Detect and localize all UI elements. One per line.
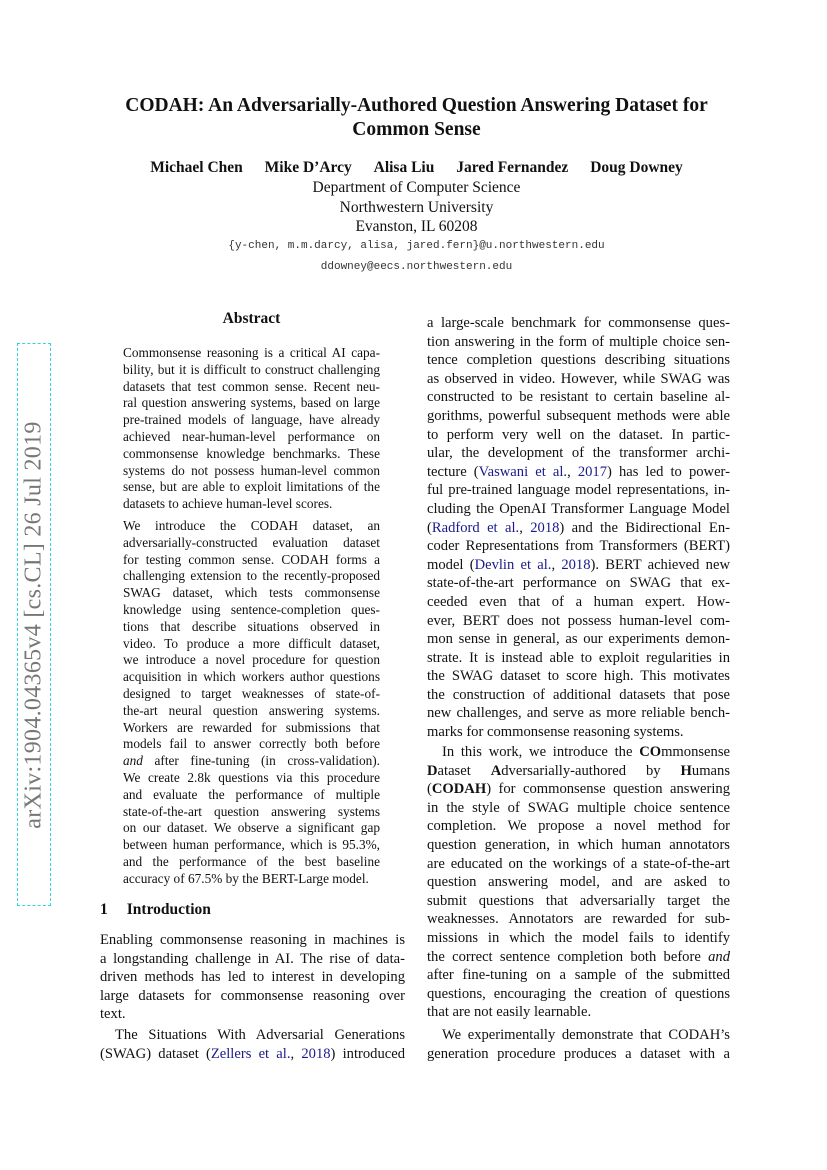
abstract-paragraph-1 xyxy=(123,345,380,513)
intro-paragraph-3 xyxy=(427,743,730,1022)
text-line: model (Devlin et al., 2018). BERT achieved new xyxy=(427,556,730,573)
text-line: between human performance, which is 95.3%, xyxy=(123,837,380,853)
author: Michael Chen xyxy=(150,159,243,176)
bold-text: CO xyxy=(639,744,662,760)
citation-link[interactable]: Zellers et al. xyxy=(210,1045,291,1062)
text-line: achieved near-human-level performance on xyxy=(123,428,380,444)
text-line: and after fine-tuning (in cross-validation). xyxy=(123,753,380,769)
citation-link[interactable]: 2018 xyxy=(301,1045,331,1062)
text-line: as observed in video. However, while SWAG was xyxy=(427,370,730,387)
arxiv-identifier: arXiv:1904.04365v4 [cs.CL] 26 Jul 2019 xyxy=(20,420,47,829)
text-line: video. To produce a more difficult dataset, xyxy=(123,635,380,651)
text-line: (CODAH) for commonsense question answering xyxy=(427,781,730,798)
paper-title xyxy=(60,94,773,142)
text-line: tions that describe situations observed in xyxy=(123,618,380,634)
text-line: new challenges, and serve as more reliable bench- xyxy=(427,705,730,722)
text-line: that are not easily learnable. xyxy=(427,1004,592,1021)
text-line: Enabling commonsense reasoning in machines is xyxy=(100,932,405,948)
text-line: missions in which the model fails to identify xyxy=(427,929,730,946)
text-line: ever, BERT does not possess human-level com- xyxy=(427,612,730,629)
text-line: the SWAG dataset to score high. This motivates xyxy=(427,668,730,685)
bold-text: D xyxy=(427,762,438,779)
text-line: weaknesses. Annotators are rewarded for sub- xyxy=(427,911,730,928)
text-line: question answering model, and are asked to xyxy=(427,874,730,891)
citation-link[interactable]: Radford et al. xyxy=(431,519,520,536)
section-number: 1 xyxy=(100,901,108,918)
citation-link[interactable]: Devlin et al. xyxy=(474,556,552,573)
text-line: The Situations With Adversarial Generations xyxy=(115,1027,405,1043)
text-line: gorithms, powerful subsequent methods were able xyxy=(427,407,730,424)
citation-link[interactable]: Vaswani et al. xyxy=(478,463,568,480)
author-list xyxy=(60,159,773,177)
text-line: Commonsense reasoning is a critical AI capa- xyxy=(123,345,380,360)
text-line: the correct sentence completion both before and xyxy=(427,948,730,965)
affiliation xyxy=(60,178,773,237)
text-line: (Radford et al., 2018) and the Bidirectional En- xyxy=(427,519,730,536)
text-line: We experimentally demonstrate that CODAH’s xyxy=(442,1027,730,1043)
author: Mike D’Arcy xyxy=(264,159,352,176)
text-line: completion. We propose a novel method for xyxy=(427,818,730,835)
text-line: adversarially-constructed evaluation dataset xyxy=(123,534,380,550)
author: Doug Downey xyxy=(590,159,683,176)
bold-text: A xyxy=(490,762,502,779)
text-line: In this work, we introduce the COmmonsense xyxy=(442,744,730,760)
citation-link[interactable]: 2018 xyxy=(561,556,591,573)
text-line: submit questions that adversarially target the xyxy=(427,892,730,909)
text-line: to perform very well on the dataset. In partic- xyxy=(427,426,730,443)
arxiv-stamp xyxy=(17,343,51,906)
author-email-downey: ddowney@eecs.northwestern.edu xyxy=(320,261,513,273)
text-line: tence completion questions describing situations xyxy=(427,352,730,369)
text-line: ral question answering systems, based on large xyxy=(123,395,380,411)
title-line-2: Common Sense xyxy=(352,119,481,140)
text-line: state-of-the-art performance on SWAG that ex- xyxy=(427,575,730,592)
section-heading-introduction xyxy=(100,901,211,919)
text-line: bility, but it is difficult to construct challenging xyxy=(123,361,380,377)
citation-link[interactable]: 2018 xyxy=(530,519,560,536)
author: Alisa Liu xyxy=(373,159,435,176)
citation-link[interactable]: 2017 xyxy=(577,463,608,480)
intro-paragraph-2-cont xyxy=(427,314,730,742)
text-line: datasets that test common sense. Recent neu- xyxy=(123,378,380,394)
text-line: We create 2.8k questions via this procedure xyxy=(123,769,380,785)
text-line: for testing common sense. CODAH forms a xyxy=(123,551,380,567)
text-line: large datasets for commonsense reasoning over xyxy=(100,987,405,1004)
italic-text: and xyxy=(708,948,730,965)
text-line: (SWAG) dataset (Zellers et al., 2018) introduced xyxy=(100,1045,406,1062)
text-line: marks for commonsense reasoning systems. xyxy=(427,724,684,741)
text-line: text. xyxy=(100,1006,126,1023)
bold-text: CODAH xyxy=(431,781,487,798)
bold-text: H xyxy=(680,762,692,779)
text-line: we introduce a novel procedure for question xyxy=(123,652,380,668)
text-line: tion answering in the form of multiple choice sen- xyxy=(427,333,730,350)
text-line: ceeded even that of a human expert. How- xyxy=(427,593,730,610)
italic-text: and xyxy=(123,753,143,769)
text-line: and the performance of the best baseline xyxy=(123,853,380,869)
text-line: a longstanding challenge in AI. The rise of data- xyxy=(100,950,405,967)
text-line: Workers are rewarded for submissions that xyxy=(123,719,380,735)
university: Northwestern University xyxy=(339,198,494,216)
text-line: accuracy of 67.5% by the BERT-Large model. xyxy=(123,870,369,886)
text-line: are educated on the workings of a state-of-the-art xyxy=(427,855,730,872)
intro-paragraph-2 xyxy=(100,1026,405,1063)
address: Evanston, IL 60208 xyxy=(355,218,478,235)
text-line: datasets to achieve human-level scores. xyxy=(123,496,333,512)
text-line: the-art neural question answering systems. xyxy=(123,702,380,718)
text-line: We introduce the CODAH dataset, an xyxy=(123,518,380,533)
text-line: acquisition in which workers author questions xyxy=(123,669,380,685)
text-line: the construction of additional datasets that pose xyxy=(427,686,730,703)
intro-paragraph-1 xyxy=(100,931,405,1024)
text-line: tecture (Vaswani et al., 2017) has led to power- xyxy=(427,463,730,480)
text-line: knowledge using sentence-completion ques- xyxy=(123,601,380,617)
text-line: Dataset Adversarially-authored by Humans xyxy=(427,762,730,779)
text-line: sense, but are able to exploit limitations of the xyxy=(123,479,380,495)
text-line: in the style of SWAG multiple choice sentence xyxy=(427,799,730,816)
text-line: driven methods has led to interest in developing xyxy=(100,969,405,986)
text-line: pre-trained models of language, have already xyxy=(123,412,380,428)
text-line: on our dataset. We observe a significant gap xyxy=(123,820,380,836)
text-line: designed to target weaknesses of state-of- xyxy=(123,685,380,701)
text-line: ful pre-trained language model representations, in- xyxy=(427,482,730,499)
text-line: a large-scale benchmark for commonsense ques- xyxy=(427,315,730,331)
intro-paragraph-4 xyxy=(427,1026,730,1063)
text-line: state-of-the-art question answering systems xyxy=(123,803,380,819)
author: Jared Fernandez xyxy=(456,159,569,176)
text-line: systems do not possess human-level common xyxy=(123,462,380,478)
title-line-1: CODAH: An Adversarially-Authored Question Answering Dataset for xyxy=(125,95,708,116)
text-line: models fail to answer correctly both before xyxy=(123,736,380,752)
text-line: question generation, in which human annotators xyxy=(427,836,730,853)
text-line: coder Representations from Transformers (BERT) xyxy=(427,538,730,555)
text-line: cluding the OpenAI Transformer Language Model xyxy=(427,500,730,517)
text-line: generation procedure produces a dataset with a xyxy=(427,1045,730,1062)
text-line: questions, encouraging the creation of questions xyxy=(427,985,730,1002)
text-line: commonsense knowledge benchmarks. These xyxy=(123,445,380,461)
abstract-paragraph-2 xyxy=(123,518,380,888)
text-line: constructed to be resistant to certain baseline al- xyxy=(427,389,730,406)
text-line: after fine-tuning on a sample of the submitted xyxy=(427,967,730,984)
abstract-heading: Abstract xyxy=(222,310,281,327)
text-line: and evaluate the performance of multiple xyxy=(123,786,380,802)
text-line: SWAG dataset, which tests commonsense xyxy=(123,585,380,601)
department: Department of Computer Science xyxy=(312,179,521,196)
text-line: mon sense in general, as our experiments demon- xyxy=(427,631,730,648)
text-line: challenging extension to the recently-proposed xyxy=(123,568,380,584)
author-emails: {y-chen, m.m.darcy, alisa, jared.fern}@u.northwestern.edu xyxy=(228,240,605,252)
section-title: Introduction xyxy=(126,901,211,918)
text-line: strate. It is instead able to exploit regularities in xyxy=(427,649,730,666)
text-line: ular, the development of the transformer archi- xyxy=(427,445,730,462)
